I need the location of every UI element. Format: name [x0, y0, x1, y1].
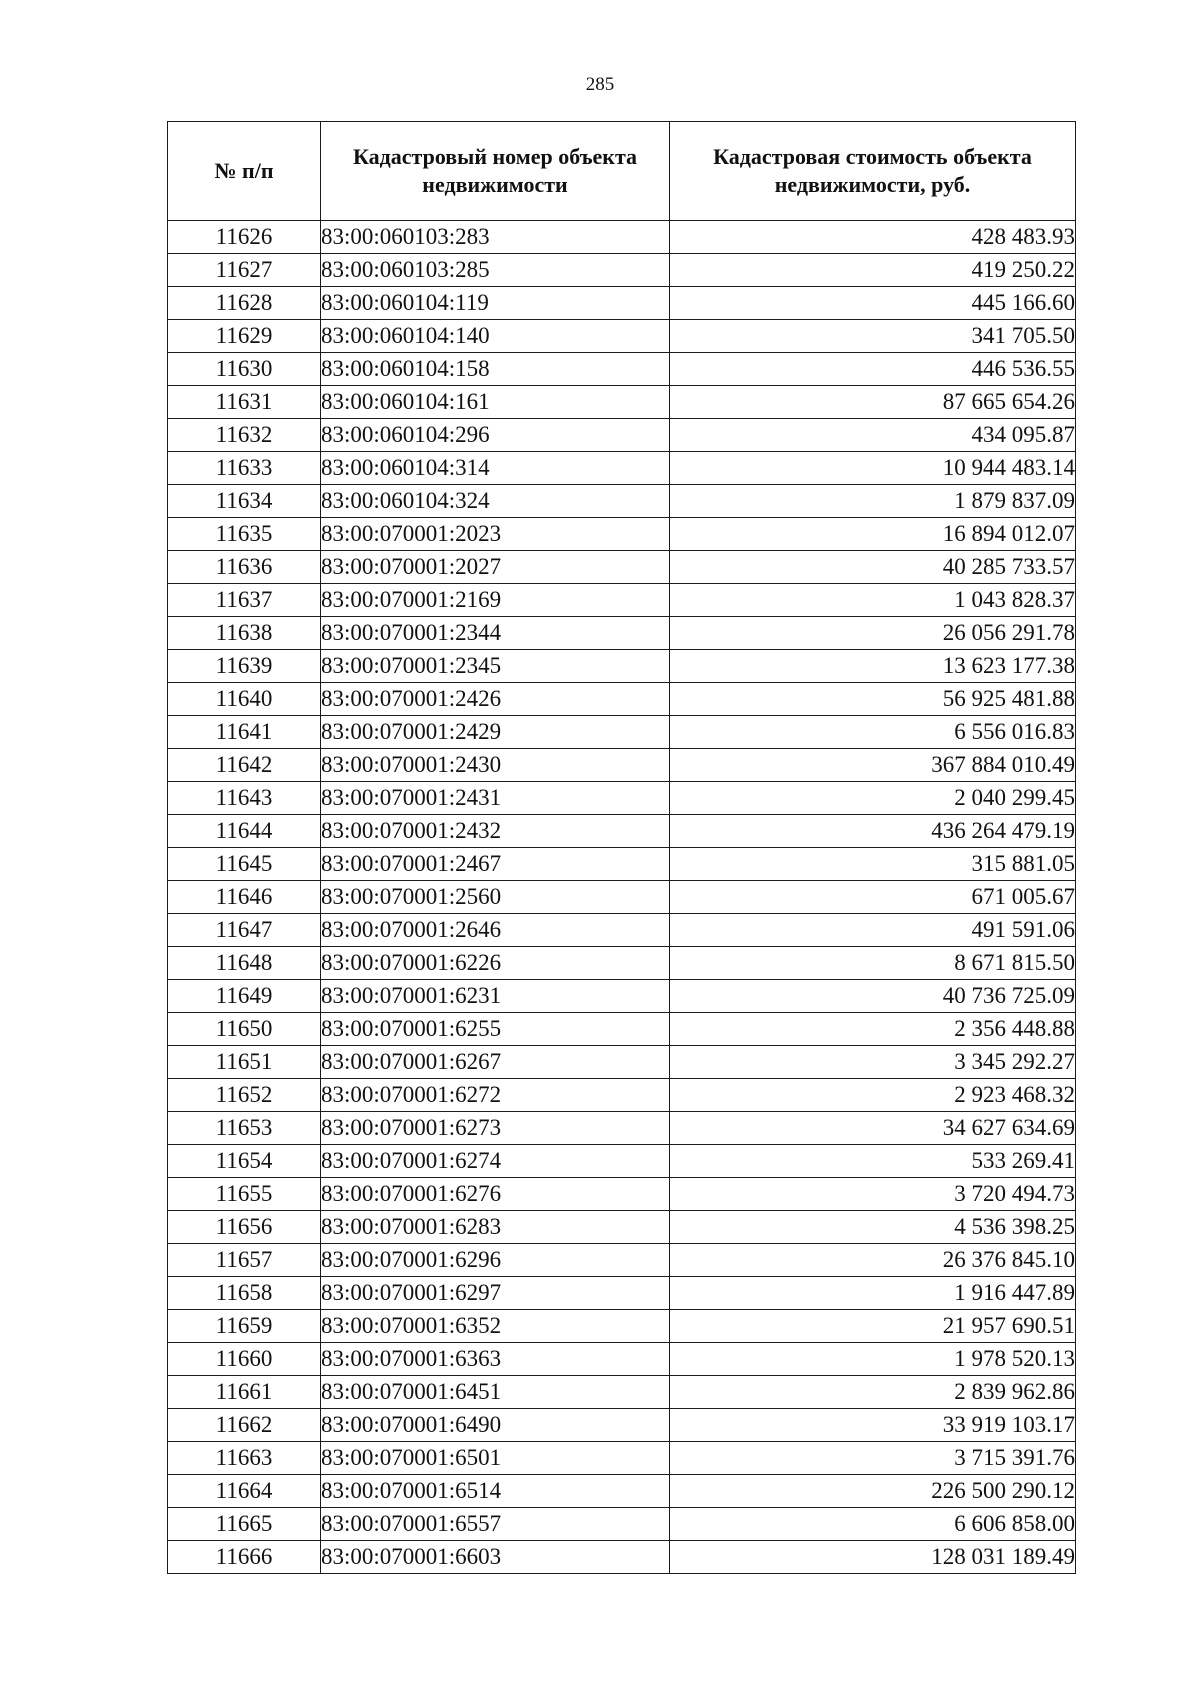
- cadastral-value: 10 944 483.14: [670, 452, 1076, 485]
- row-number: 11628: [168, 287, 321, 320]
- row-number: 11655: [168, 1178, 321, 1211]
- table-row: [168, 1541, 1076, 1574]
- row-number: 11634: [168, 485, 321, 518]
- table-row: [168, 254, 1076, 287]
- row-number: 11650: [168, 1013, 321, 1046]
- cadastral-number: 83:00:060104:140: [321, 320, 670, 353]
- table-row: [168, 1310, 1076, 1343]
- cadastral-number: 83:00:060104:296: [321, 419, 670, 452]
- row-number: 11663: [168, 1442, 321, 1475]
- row-number: 11651: [168, 1046, 321, 1079]
- cadastral-value: 1 916 447.89: [670, 1277, 1076, 1310]
- cadastral-value: 33 919 103.17: [670, 1409, 1076, 1442]
- cadastral-value: 2 040 299.45: [670, 782, 1076, 815]
- row-number: 11660: [168, 1343, 321, 1376]
- table-row: [168, 947, 1076, 980]
- cadastral-number: 83:00:070001:2169: [321, 584, 670, 617]
- cadastral-value: 419 250.22: [670, 254, 1076, 287]
- table-row: [168, 518, 1076, 551]
- cadastral-number: 83:00:070001:6296: [321, 1244, 670, 1277]
- cadastral-number: 83:00:070001:2430: [321, 749, 670, 782]
- cadastral-number: 83:00:070001:6274: [321, 1145, 670, 1178]
- table-row: [168, 1013, 1076, 1046]
- row-number: 11633: [168, 452, 321, 485]
- row-number: 11661: [168, 1376, 321, 1409]
- cadastral-value: 533 269.41: [670, 1145, 1076, 1178]
- cadastral-number: 83:00:070001:2345: [321, 650, 670, 683]
- table-row: [168, 1211, 1076, 1244]
- row-number: 11644: [168, 815, 321, 848]
- row-number: 11666: [168, 1541, 321, 1574]
- cadastral-value: 2 356 448.88: [670, 1013, 1076, 1046]
- cadastral-value: 491 591.06: [670, 914, 1076, 947]
- row-number: 11642: [168, 749, 321, 782]
- cadastral-number: 83:00:060104:324: [321, 485, 670, 518]
- cadastral-value: 4 536 398.25: [670, 1211, 1076, 1244]
- cadastral-number: 83:00:070001:2560: [321, 881, 670, 914]
- cadastral-value: 315 881.05: [670, 848, 1076, 881]
- table-row: [168, 353, 1076, 386]
- header-cadastral-value: Кадастровая стоимость объекта недвижимости, руб.: [670, 122, 1076, 221]
- row-number: 11649: [168, 980, 321, 1013]
- row-number: 11641: [168, 716, 321, 749]
- cadastral-value: 1 978 520.13: [670, 1343, 1076, 1376]
- cadastral-value-table: [167, 121, 1076, 1574]
- cadastral-number: 83:00:060104:161: [321, 386, 670, 419]
- cadastral-number: 83:00:070001:6273: [321, 1112, 670, 1145]
- cadastral-value: 87 665 654.26: [670, 386, 1076, 419]
- cadastral-value: 445 166.60: [670, 287, 1076, 320]
- row-number: 11643: [168, 782, 321, 815]
- cadastral-number: 83:00:070001:6226: [321, 947, 670, 980]
- table-row: [168, 452, 1076, 485]
- table-row: [168, 1508, 1076, 1541]
- cadastral-number: 83:00:070001:6490: [321, 1409, 670, 1442]
- cadastral-number: 83:00:060104:158: [321, 353, 670, 386]
- cadastral-number: 83:00:070001:2426: [321, 683, 670, 716]
- row-number: 11645: [168, 848, 321, 881]
- table-row: [168, 320, 1076, 353]
- cadastral-number: 83:00:070001:6451: [321, 1376, 670, 1409]
- table-row: [168, 815, 1076, 848]
- table-row: [168, 1178, 1076, 1211]
- row-number: 11654: [168, 1145, 321, 1178]
- cadastral-number: 83:00:070001:2027: [321, 551, 670, 584]
- row-number: 11652: [168, 1079, 321, 1112]
- cadastral-value: 1 879 837.09: [670, 485, 1076, 518]
- cadastral-number: 83:00:060103:283: [321, 221, 670, 254]
- cadastral-value: 40 736 725.09: [670, 980, 1076, 1013]
- row-number: 11637: [168, 584, 321, 617]
- table-row: [168, 1376, 1076, 1409]
- cadastral-value: 428 483.93: [670, 221, 1076, 254]
- table-row: [168, 1145, 1076, 1178]
- row-number: 11629: [168, 320, 321, 353]
- row-number: 11640: [168, 683, 321, 716]
- table-row: [168, 1343, 1076, 1376]
- cadastral-value: 26 376 845.10: [670, 1244, 1076, 1277]
- table-row: [168, 617, 1076, 650]
- table-body: [168, 221, 1076, 1574]
- table-row: [168, 1079, 1076, 1112]
- cadastral-value: 3 345 292.27: [670, 1046, 1076, 1079]
- cadastral-number: 83:00:060104:314: [321, 452, 670, 485]
- header-cadastral-number: Кадастровый номер объекта недвижимости: [321, 122, 670, 221]
- table-row: [168, 1277, 1076, 1310]
- cadastral-number: 83:00:070001:2344: [321, 617, 670, 650]
- cadastral-number: 83:00:070001:6352: [321, 1310, 670, 1343]
- cadastral-value: 6 606 858.00: [670, 1508, 1076, 1541]
- table-row: [168, 221, 1076, 254]
- cadastral-value: 2 923 468.32: [670, 1079, 1076, 1112]
- cadastral-number: 83:00:070001:2467: [321, 848, 670, 881]
- row-number: 11662: [168, 1409, 321, 1442]
- table-row: [168, 1046, 1076, 1079]
- cadastral-number: 83:00:070001:6297: [321, 1277, 670, 1310]
- row-number: 11656: [168, 1211, 321, 1244]
- row-number: 11646: [168, 881, 321, 914]
- table-row: [168, 848, 1076, 881]
- table-row: [168, 1112, 1076, 1145]
- cadastral-value: 16 894 012.07: [670, 518, 1076, 551]
- cadastral-value: 3 720 494.73: [670, 1178, 1076, 1211]
- cadastral-number: 83:00:070001:6557: [321, 1508, 670, 1541]
- table-row: [168, 881, 1076, 914]
- cadastral-number: 83:00:070001:6231: [321, 980, 670, 1013]
- row-number: 11664: [168, 1475, 321, 1508]
- page-number: 285: [585, 74, 615, 95]
- row-number: 11632: [168, 419, 321, 452]
- cadastral-value: 6 556 016.83: [670, 716, 1076, 749]
- cadastral-value: 341 705.50: [670, 320, 1076, 353]
- cadastral-number: 83:00:070001:2023: [321, 518, 670, 551]
- row-number: 11626: [168, 221, 321, 254]
- row-number: 11647: [168, 914, 321, 947]
- table-row: [168, 1244, 1076, 1277]
- row-number: 11657: [168, 1244, 321, 1277]
- cadastral-value: 26 056 291.78: [670, 617, 1076, 650]
- row-number: 11631: [168, 386, 321, 419]
- table-row: [168, 419, 1076, 452]
- table-row: [168, 1442, 1076, 1475]
- table-row: [168, 584, 1076, 617]
- table-row: [168, 650, 1076, 683]
- cadastral-value: 446 536.55: [670, 353, 1076, 386]
- table-row: [168, 551, 1076, 584]
- cadastral-value: 8 671 815.50: [670, 947, 1076, 980]
- table-row: [168, 1409, 1076, 1442]
- cadastral-value: 21 957 690.51: [670, 1310, 1076, 1343]
- cadastral-number: 83:00:070001:6363: [321, 1343, 670, 1376]
- cadastral-value: 436 264 479.19: [670, 815, 1076, 848]
- cadastral-number: 83:00:070001:6255: [321, 1013, 670, 1046]
- row-number: 11635: [168, 518, 321, 551]
- table-row: [168, 485, 1076, 518]
- cadastral-value: 128 031 189.49: [670, 1541, 1076, 1574]
- table-row: [168, 683, 1076, 716]
- cadastral-number: 83:00:070001:2432: [321, 815, 670, 848]
- cadastral-value: 34 627 634.69: [670, 1112, 1076, 1145]
- cadastral-number: 83:00:070001:6283: [321, 1211, 670, 1244]
- header-row: [168, 122, 1076, 221]
- cadastral-value: 2 839 962.86: [670, 1376, 1076, 1409]
- cadastral-value: 434 095.87: [670, 419, 1076, 452]
- cadastral-number: 83:00:070001:2646: [321, 914, 670, 947]
- row-number: 11627: [168, 254, 321, 287]
- cadastral-value: 1 043 828.37: [670, 584, 1076, 617]
- row-number: 11658: [168, 1277, 321, 1310]
- cadastral-number: 83:00:060104:119: [321, 287, 670, 320]
- cadastral-number: 83:00:070001:2429: [321, 716, 670, 749]
- table-row: [168, 782, 1076, 815]
- cadastral-number: 83:00:070001:6272: [321, 1079, 670, 1112]
- table-row: [168, 386, 1076, 419]
- header-num: № п/п: [168, 122, 321, 221]
- table-row: [168, 716, 1076, 749]
- row-number: 11648: [168, 947, 321, 980]
- cadastral-number: 83:00:070001:6603: [321, 1541, 670, 1574]
- cadastral-value: 56 925 481.88: [670, 683, 1076, 716]
- cadastral-value: 40 285 733.57: [670, 551, 1076, 584]
- cadastral-value: 671 005.67: [670, 881, 1076, 914]
- cadastral-number: 83:00:060103:285: [321, 254, 670, 287]
- cadastral-value: 13 623 177.38: [670, 650, 1076, 683]
- cadastral-number: 83:00:070001:2431: [321, 782, 670, 815]
- table-header: [168, 122, 1076, 221]
- table-row: [168, 914, 1076, 947]
- row-number: 11653: [168, 1112, 321, 1145]
- row-number: 11659: [168, 1310, 321, 1343]
- cadastral-number: 83:00:070001:6514: [321, 1475, 670, 1508]
- row-number: 11639: [168, 650, 321, 683]
- table-row: [168, 287, 1076, 320]
- cadastral-number: 83:00:070001:6276: [321, 1178, 670, 1211]
- cadastral-number: 83:00:070001:6267: [321, 1046, 670, 1079]
- table-row: [168, 1475, 1076, 1508]
- row-number: 11665: [168, 1508, 321, 1541]
- cadastral-value: 3 715 391.76: [670, 1442, 1076, 1475]
- row-number: 11636: [168, 551, 321, 584]
- cadastral-value: 367 884 010.49: [670, 749, 1076, 782]
- cadastral-value: 226 500 290.12: [670, 1475, 1076, 1508]
- table-row: [168, 980, 1076, 1013]
- row-number: 11638: [168, 617, 321, 650]
- cadastral-number: 83:00:070001:6501: [321, 1442, 670, 1475]
- table-row: [168, 749, 1076, 782]
- row-number: 11630: [168, 353, 321, 386]
